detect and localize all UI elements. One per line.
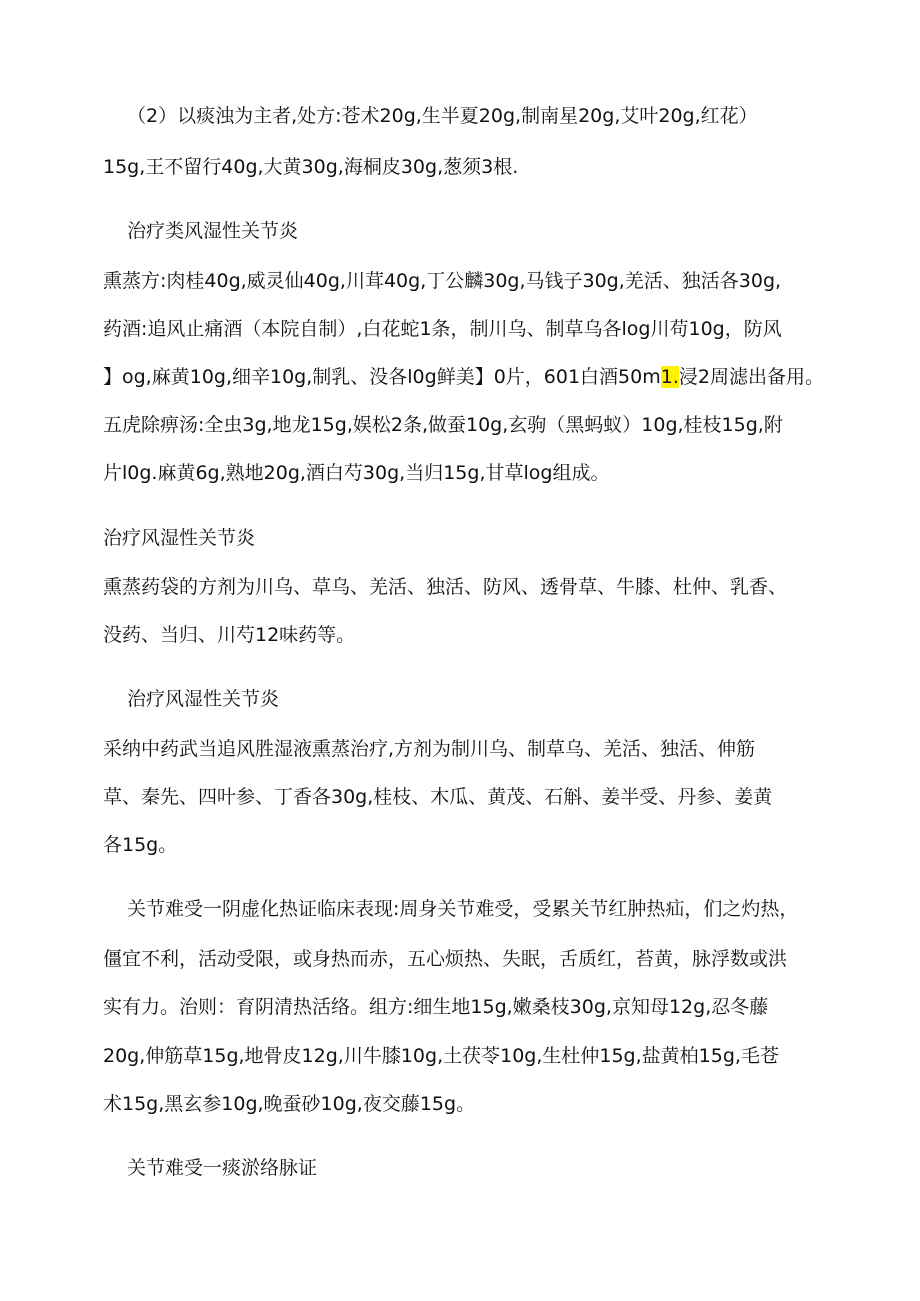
paragraph-line: 各15g。 (103, 834, 178, 856)
paragraph-line: 五虎除痹汤:全虫3g,地龙15g,娱松2条,做蚕10g,玄驹（黑蚂蚁）10g,桂枝15g,附 (103, 414, 783, 436)
paragraph-line: （2）以痰浊为主者,处方:苍术20g,生半夏20g,制南星20g,艾叶20g,红花） (127, 105, 758, 127)
paragraph-line: 熏蒸药袋的方剂为川乌、草乌、羌活、独活、防风、透骨草、牛膝、杜仲、乳香、 (103, 576, 788, 598)
paragraph-line: 片l0g.麻黄6g,熟地20g,酒白芍30g,当归15g,甘草log组成。 (103, 462, 610, 484)
section-heading: 治疗风湿性关节炎 (127, 688, 280, 710)
paragraph-line: 僵宜不利，活动受限，或身热而赤，五心烦热、失眠，舌质红，苔黄，脉浮数或洪 (103, 948, 788, 970)
highlighted-text: 1. (660, 366, 679, 388)
paragraph-line: 术15g,黑玄参10g,晚蚕砂10g,夜交藤15g。 (103, 1093, 476, 1115)
text-run: 浸2周滤出备用。 (678, 366, 824, 388)
paragraph-line: 关节难受一阴虚化热证临床表现:周身关节难受，受累关节红肿热疝，们之灼热， (127, 898, 799, 920)
text-run: 】og,麻黄10g,细辛10g,制乳、没各l0g鲜美】0片，601白酒50m (103, 366, 661, 388)
paragraph-line: 药酒:追风止痛酒（本院自制）,白花蛇1条，制川乌、制草乌各log川苟10g，防风 (103, 318, 782, 340)
paragraph-line: 熏蒸方:肉桂40g,威灵仙40g,川茸40g,丁公麟30g,马钱子30g,羌活、独活各30g, (103, 270, 782, 292)
section-heading: 关节难受一痰淤络脉证 (127, 1157, 318, 1179)
paragraph-line: 实有力。治则：育阴清热活络。组方:细生地15g,嫩桑枝30g,京知母12g,忍冬藤 (103, 996, 769, 1018)
paragraph-line: 15g,王不留行40g,大黄30g,海桐皮30g,葱须3根. (103, 156, 519, 178)
paragraph-line: 没药、当归、川芍12味药等。 (103, 624, 356, 646)
paragraph-line (103, 364, 824, 390)
section-heading: 治疗类风湿性关节炎 (127, 220, 299, 242)
paragraph-line: 采纳中药武当追风胜湿液熏蒸治疗,方剂为制川乌、制草乌、羌活、独活、伸筋 (103, 738, 756, 760)
paragraph-line: 草、秦先、四叶参、丁香各30g,桂枝、木瓜、黄茂、石斛、姜半受、丹参、姜黄 (103, 786, 773, 808)
paragraph-line: 20g,伸筋草15g,地骨皮12g,川牛膝10g,土茯苓10g,生杜仲15g,盐黄柏15g,毛苍 (103, 1045, 779, 1067)
section-heading: 治疗风湿性关节炎 (103, 527, 256, 549)
